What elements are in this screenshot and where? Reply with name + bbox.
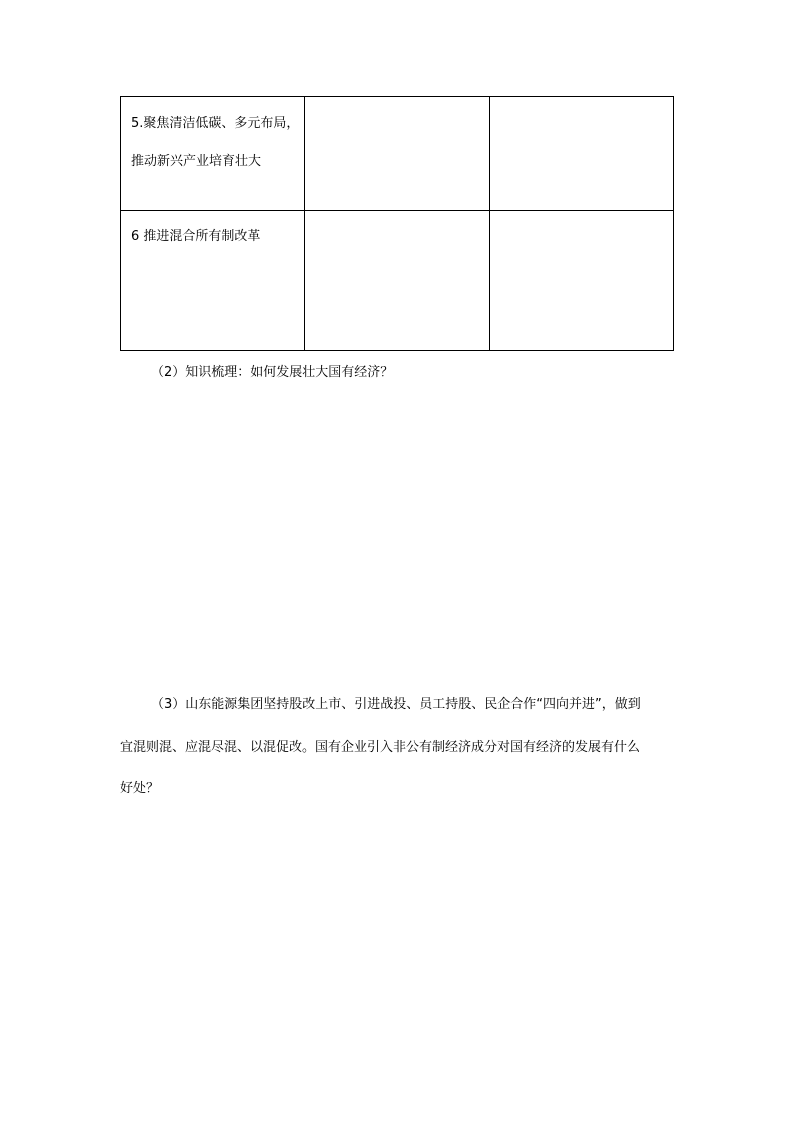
table-cell-empty	[490, 97, 674, 211]
question-2: （2）知识梳理：如何发展壮大国有经济？	[151, 365, 394, 380]
table-cell-empty	[490, 211, 674, 351]
row-label-line: 6 推进混合所有制改革	[131, 229, 261, 244]
table-row	[121, 97, 674, 211]
table-cell-empty	[305, 97, 490, 211]
question-3-line: 好处？	[120, 781, 160, 796]
table-cell-label	[121, 211, 305, 351]
question-3-line: （3）山东能源集团坚持股改上市、引进战投、员工持股、民企合作“四向并进”，做到	[151, 697, 641, 712]
question-3-line: 宜混则混、应混尽混、以混促改。国有企业引入非公有制经济成分对国有经济的发展有什么	[120, 740, 641, 755]
table-row	[121, 211, 674, 351]
row-label-line: 推动新兴产业培育壮大	[131, 154, 262, 169]
table-cell-empty	[305, 211, 490, 351]
worksheet-table	[120, 96, 674, 351]
table-cell-label	[121, 97, 305, 211]
row-label-line: 5.聚焦清洁低碳、多元布局，	[131, 116, 300, 131]
